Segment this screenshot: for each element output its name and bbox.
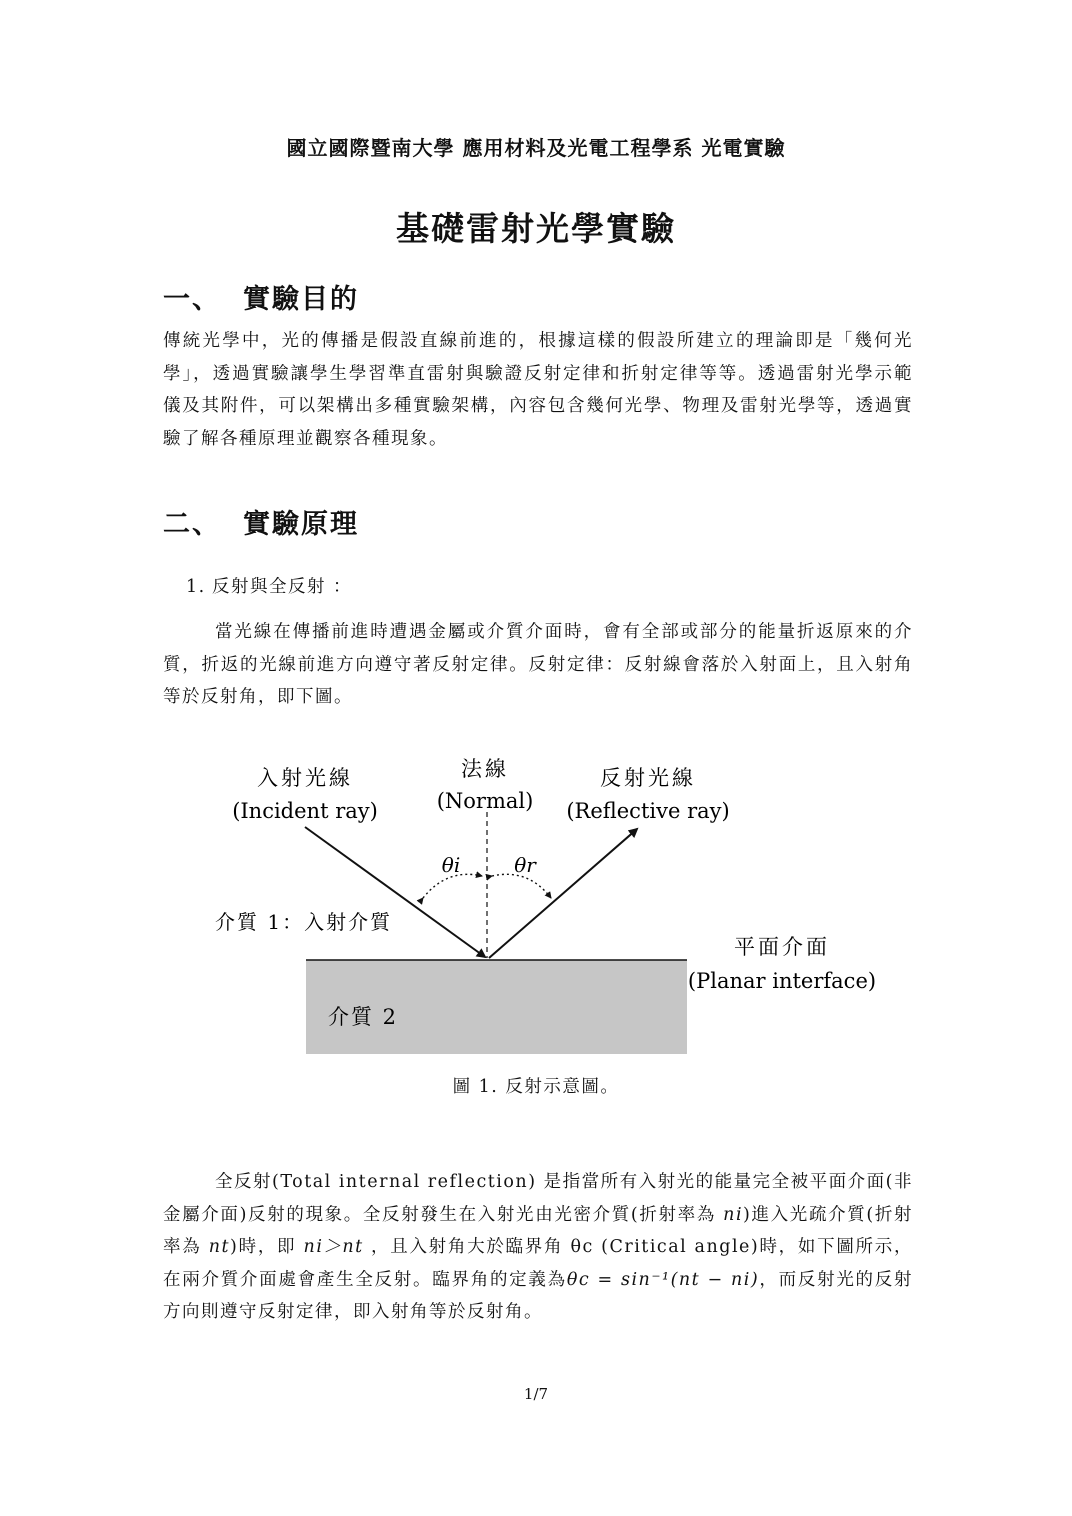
angle-i-arc [423, 874, 482, 898]
section2-paragraph2 [163, 1166, 913, 1329]
document-title: 基礎雷射光學實驗 [396, 209, 676, 248]
section2-number: 二、 [163, 509, 221, 540]
paragraph2-part3: )時，即 [230, 1237, 304, 1257]
paragraph2-part5: ，而反射光的反射方向則遵守反射定律，即入射角等於反射角。 [163, 1269, 914, 1322]
incident-ray [305, 827, 485, 957]
medium1-label: 介質 1：入射介質 [215, 910, 393, 934]
reflective-label-en: (Reflective ray) [566, 799, 730, 823]
figure-caption: 圖 1. 反射示意圖。 [452, 1077, 620, 1097]
reflective-label-zh: 反射光線 [600, 766, 696, 790]
reflection-diagram [0, 740, 1072, 1070]
theta-r-label: θr [514, 853, 536, 877]
angle-r-arc [492, 874, 551, 898]
reflective-ray [489, 829, 637, 958]
section1-number: 一、 [163, 284, 221, 315]
critical-angle-formula: θc = sin⁻¹(nt − ni) [566, 1269, 760, 1290]
list-item-number: 1. [186, 577, 206, 597]
planar-label-zh: 平面介面 [734, 935, 830, 959]
symbol-nt: nt [208, 1237, 231, 1257]
list-item-label: 反射與全反射 ： [212, 577, 353, 597]
page-number: 1/7 [523, 1385, 549, 1403]
theta-i-label: θi [441, 853, 461, 877]
medium2-label: 介質 2 [328, 1005, 399, 1029]
paragraph2-part2: )進入光疏介質(折射率為 [163, 1204, 913, 1257]
section2-paragraph1: 當光線在傳播前進時遭遇金屬或介質介面時，會有全部或部分的能量折返原來的介質，折返的光線前進方向遵守著反射定律。反射定律：反射線會落於入射面上，且入射角等於反射角，即下圖。 [163, 622, 913, 707]
normal-label-zh: 法線 [461, 757, 509, 781]
section2-heading [163, 502, 359, 541]
section2-title: 實驗原理 [243, 509, 359, 540]
inequality-ni-nt: ni＞nt [303, 1237, 364, 1257]
document-header: 國立國際暨南大學 應用材料及光電工程學系 光電實驗 [286, 136, 786, 160]
incident-label-en: (Incident ray) [232, 799, 378, 823]
planar-label-en: (Planar interface) [687, 969, 877, 993]
symbol-ni: ni [723, 1204, 744, 1225]
incident-label-zh: 入射光線 [257, 766, 353, 790]
normal-label-en: (Normal) [436, 789, 534, 813]
paragraph2-part1: 全反射(Total internal reflection) 是指當所有入射光的能量完全被平面介面(非金屬介面)反射的現象。全反射發生在入射光由光密介質(折射率為 [163, 1172, 913, 1225]
section1-title: 實驗目的 [243, 284, 359, 315]
section1-paragraph: 傳統光學中，光的傳播是假設直線前進的，根據這樣的假設所建立的理論即是「幾何光學」，透過實驗讓學生學習準直雷射與驗證反射定律和折射定律等等。透過雷射光學示範儀及其附件，可以架構出多種實驗架構，內容包含幾何光學、物理及雷射光學等，透過實驗了解各種原理並觀察各種現象。 [163, 331, 913, 449]
section1-heading [163, 277, 359, 316]
paragraph2-part4: ，且入射角大於臨界角 θc (Critical angle)時，如下圖所示，在兩介質介面處會產生全反射。臨界角的定義為 [163, 1237, 913, 1290]
list-item-reflection [186, 573, 352, 598]
